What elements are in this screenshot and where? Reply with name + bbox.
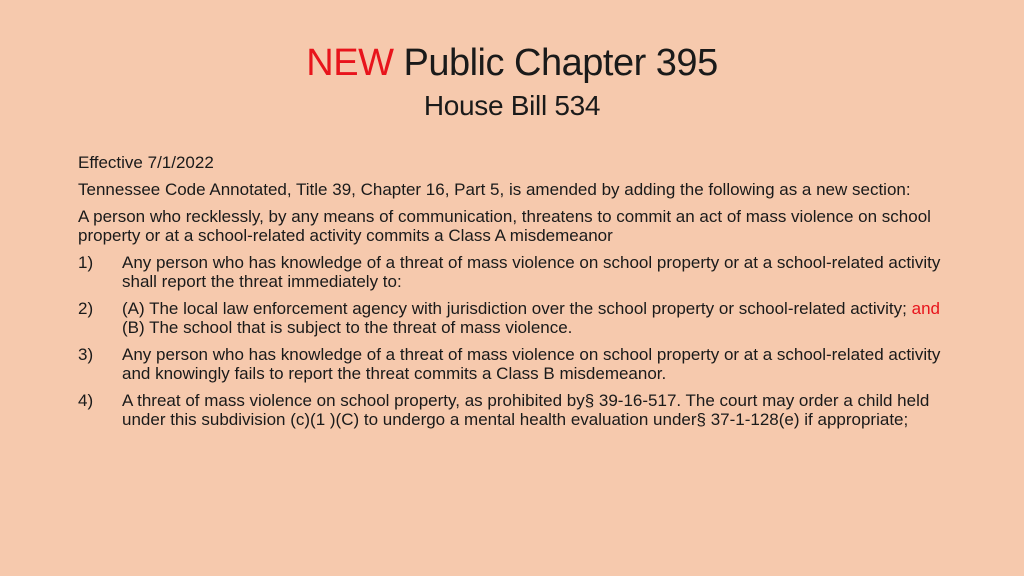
item-text <box>122 299 958 337</box>
effective-date: Effective 7/1/2022 <box>78 153 214 172</box>
item-number: 1) <box>78 253 94 272</box>
item-accent-word: and <box>911 299 940 318</box>
title-main: Public Chapter 395 <box>403 42 718 84</box>
list-item <box>78 253 958 291</box>
item-number: 3) <box>78 345 94 364</box>
statement-text: A person who recklessly, by any means of communication, threatens to commit an act of mass violence on school property or at a school-related activity commits a Class A misdemeanor <box>78 207 931 245</box>
item-text-after: (B) The school that is subject to the threat of mass violence. <box>122 318 573 337</box>
list-item <box>78 345 958 383</box>
list-item <box>78 299 958 337</box>
title-block <box>0 40 1024 124</box>
item-number: 4) <box>78 391 94 410</box>
amendment-text: Tennessee Code Annotated, Title 39, Chapter 16, Part 5, is amended by adding the following as a new section: <box>78 180 911 199</box>
item-number: 2) <box>78 299 94 318</box>
slide-title <box>0 40 1024 86</box>
item-text: Any person who has knowledge of a threat of mass violence on school property or at a school-related activity shall report the threat immediately to: <box>122 253 941 291</box>
item-text: Any person who has knowledge of a threat of mass violence on school property or at a school-related activity and knowingly fails to report the threat commits a Class B misdemeanor. <box>122 345 941 383</box>
item-text: A threat of mass violence on school property, as prohibited by§ 39-16-517. The court may order a child held under this subdivision (c)(1 )(C) to undergo a mental health evaluation under§ 37-1-128(e) if appropriate; <box>122 391 930 429</box>
title-accent: NEW <box>306 42 394 84</box>
slide-body <box>78 153 958 437</box>
list-item <box>78 391 958 429</box>
item-text-before: (A) The local law enforcement agency with jurisdiction over the school property or school-related activity; <box>122 299 907 318</box>
slide-subtitle: House Bill 534 <box>423 90 601 121</box>
